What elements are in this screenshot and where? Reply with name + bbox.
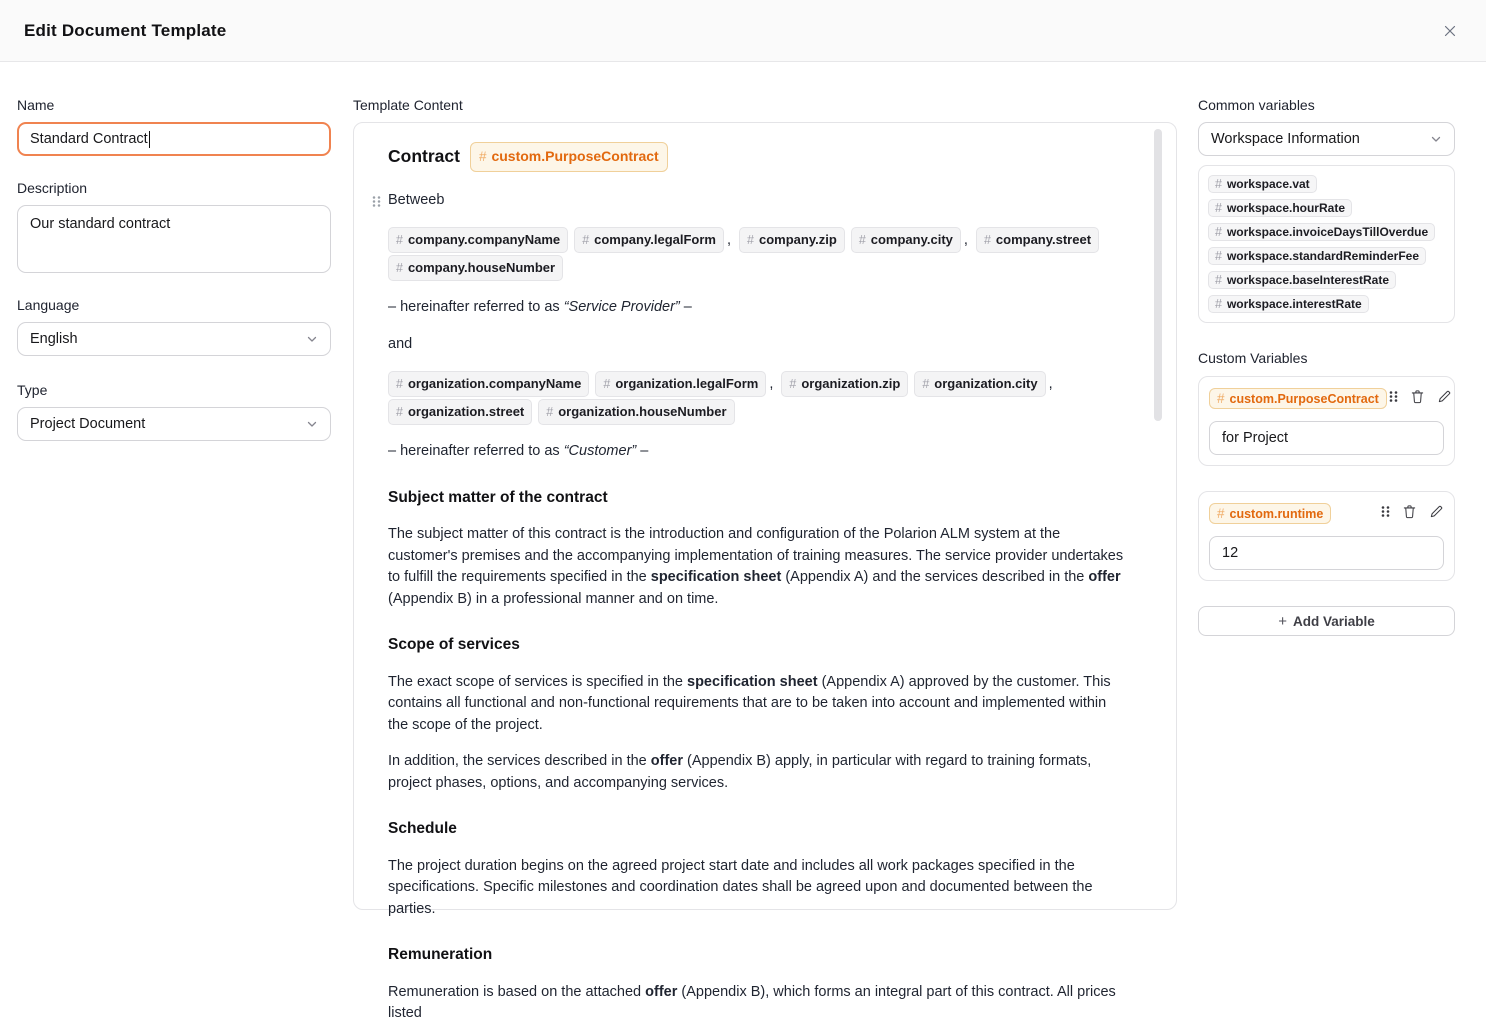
variable-chip-label: custom.runtime	[1229, 506, 1324, 521]
hash-icon: #	[747, 233, 754, 247]
paragraph-text: (Appendix A) approved by the customer. This contains all functional and non-functional requirements that are to be taken into account and implemented within the scope of the project.	[388, 673, 1111, 733]
template-content-label: Template Content	[353, 97, 463, 113]
variable-chip-company-legalform[interactable]	[574, 227, 724, 253]
hash-icon: #	[1215, 297, 1222, 311]
custom-variable-value: for Project	[1222, 430, 1289, 446]
variable-chip-label: custom.PurposeContract	[491, 148, 659, 164]
language-select-value: English	[30, 331, 78, 347]
hash-icon: #	[1215, 249, 1222, 263]
bold-text: specification sheet	[687, 673, 818, 690]
remuneration-paragraph	[388, 982, 1130, 1025]
bold-text: specification sheet	[650, 569, 782, 585]
edit-icon[interactable]	[1437, 389, 1452, 404]
hash-icon: #	[1215, 273, 1222, 287]
variable-chip-label: organization.city	[934, 376, 1038, 391]
variable-chip-label: company.legalForm	[594, 232, 716, 247]
variable-chip-company-zip[interactable]	[739, 227, 845, 253]
paragraph-text: Remuneration is based on the attached	[388, 983, 646, 1000]
variable-chip-organization-city[interactable]	[914, 371, 1045, 397]
variable-chip-organization-zip[interactable]	[781, 371, 908, 397]
hash-icon: #	[983, 233, 991, 247]
type-field-group	[17, 382, 331, 441]
variable-chip-label: workspace.standardReminderFee	[1226, 249, 1420, 263]
variable-chip-workspace-vat[interactable]	[1208, 175, 1317, 193]
company-chips-line	[388, 226, 1130, 282]
subject-paragraph	[388, 524, 1130, 610]
comma-separator: ,	[726, 231, 732, 248]
language-field-group	[17, 297, 331, 356]
variable-chip-custom-runtime[interactable]	[1209, 503, 1331, 524]
hash-icon: #	[582, 233, 590, 247]
comma-separator: ,	[963, 231, 968, 248]
hash-icon: #	[396, 377, 403, 391]
variable-chip-workspace-standardreminderfee[interactable]	[1208, 247, 1426, 265]
hash-icon: #	[478, 149, 487, 164]
hash-icon: #	[858, 233, 866, 247]
paragraph-text: (Appendix B) apply, in particular with regard to training formats, project phases, options, and accompanying services.	[388, 753, 1092, 791]
variable-chip-organization-housenumber[interactable]	[538, 399, 734, 425]
variable-chip-company-housenumber[interactable]	[388, 255, 563, 281]
variable-chip-organization-companyname[interactable]	[388, 371, 589, 397]
variable-chip-label: workspace.invoiceDaysTillOverdue	[1226, 225, 1429, 239]
drag-handle-icon[interactable]	[1389, 390, 1398, 403]
organization-chips-line	[388, 370, 1130, 426]
hash-icon: #	[1217, 506, 1225, 521]
name-field-group	[17, 97, 331, 156]
paragraph-text: (Appendix A) and the services described in the	[781, 569, 1089, 585]
card-actions	[1389, 387, 1452, 404]
variable-chip-organization-legalform[interactable]	[595, 371, 766, 397]
text-caret	[149, 131, 151, 148]
variable-chip-company-companyname[interactable]	[388, 227, 568, 253]
template-editor[interactable]	[353, 122, 1177, 1021]
document-content	[354, 123, 1176, 1025]
editor-scrollbar[interactable]	[1154, 129, 1162, 421]
hash-icon: #	[789, 377, 797, 391]
variable-chip-label: organization.companyName	[407, 376, 582, 391]
variable-chip-label: workspace.baseInterestRate	[1226, 273, 1390, 287]
page-title: Edit Document Template	[24, 20, 227, 40]
close-icon	[1443, 24, 1457, 38]
section-heading-subject: Subject matter of the contract	[388, 488, 608, 506]
variable-chip-label: company.street	[995, 232, 1092, 247]
paragraph-between	[388, 190, 1130, 212]
hash-icon: #	[396, 261, 403, 275]
variable-chip-label: organization.street	[407, 404, 525, 419]
comma-separator: ,	[769, 375, 774, 392]
scope-paragraph-1	[388, 672, 1130, 737]
line-italic: “Customer”	[563, 443, 637, 459]
custom-variable-card-runtime	[1198, 491, 1455, 581]
variable-chip-label: workspace.hourRate	[1226, 201, 1345, 215]
delete-icon[interactable]	[1410, 389, 1425, 404]
variable-chip-organization-street[interactable]	[388, 399, 532, 425]
description-label: Description	[17, 180, 88, 196]
chevron-down-icon	[306, 333, 318, 345]
hash-icon: #	[922, 377, 930, 391]
variable-chip-label: organization.zip	[801, 376, 901, 391]
type-label: Type	[17, 382, 48, 398]
chevron-down-icon	[306, 418, 318, 430]
workspace-variables-box	[1198, 165, 1455, 323]
customer-line	[388, 441, 1130, 463]
variable-chip-label: company.city	[870, 232, 953, 247]
paragraph-text: In addition, the services described in the	[388, 753, 651, 769]
variable-chip-label: organization.houseNumber	[558, 404, 727, 419]
section-heading-scope: Scope of services	[388, 636, 520, 653]
variable-chip-custom-purposecontract[interactable]	[470, 142, 668, 172]
variable-chip-label: workspace.interestRate	[1226, 297, 1362, 311]
line-italic: “Service Provider”	[563, 299, 680, 315]
description-input[interactable]	[17, 205, 331, 273]
section-heading-remuneration: Remuneration	[388, 946, 493, 963]
delete-icon[interactable]	[1402, 504, 1417, 519]
variable-chip-label: company.houseNumber	[407, 260, 556, 275]
custom-variable-value-input[interactable]	[1209, 421, 1444, 455]
variable-chip-workspace-hourrate[interactable]	[1208, 199, 1352, 217]
common-variables-select-value: Workspace Information	[1211, 131, 1360, 147]
doc-title: Contract	[388, 146, 460, 166]
variable-chip-label: custom.PurposeContract	[1229, 391, 1379, 406]
variable-chip-company-city[interactable]	[851, 227, 961, 253]
variables-panel	[1198, 97, 1455, 636]
between-text: Betweeb	[388, 191, 445, 208]
custom-variable-value-input[interactable]	[1209, 536, 1444, 570]
hash-icon: #	[546, 405, 554, 419]
service-provider-line	[388, 297, 1130, 319]
hash-icon: #	[1215, 177, 1222, 191]
paragraph-text: The exact scope of services is specified in the	[388, 673, 688, 690]
plus-icon: +	[1278, 612, 1287, 630]
name-input[interactable]	[17, 122, 331, 156]
edit-icon[interactable]	[1429, 504, 1444, 519]
variable-chip-workspace-invoicedaystilloverdue[interactable]	[1208, 223, 1435, 241]
paragraph-text: (Appendix B) in a professional manner and on time.	[388, 590, 719, 607]
drag-handle-icon[interactable]	[1381, 505, 1390, 518]
hash-icon: #	[1215, 225, 1222, 239]
paragraph-text: (Appendix B), which forms an integral part of this contract. All prices listed	[388, 983, 1116, 1021]
editor-panel	[353, 97, 1177, 1021]
bold-text: offer	[645, 983, 678, 1000]
custom-variable-value: 12	[1222, 545, 1239, 561]
line-suffix: –	[679, 299, 692, 315]
description-input-value: Our standard contract	[30, 216, 171, 232]
description-field-group	[17, 180, 331, 273]
custom-variable-card-header	[1209, 387, 1444, 410]
line-prefix: – hereinafter referred to as	[388, 443, 564, 459]
card-actions	[1381, 502, 1444, 519]
bold-text: offer	[650, 753, 683, 769]
left-panel	[17, 97, 331, 465]
type-select[interactable]	[17, 407, 331, 441]
variable-chip-label: company.companyName	[407, 232, 561, 247]
bold-text: offer	[1088, 569, 1121, 585]
hash-icon: #	[396, 405, 403, 419]
variable-chip-workspace-interestrate[interactable]	[1208, 295, 1369, 313]
doc-title-row	[388, 141, 1130, 173]
variable-chip-custom-purposecontract[interactable]	[1209, 388, 1387, 409]
custom-variables-label: Custom Variables	[1198, 350, 1308, 366]
hash-icon: #	[1215, 201, 1222, 215]
variable-chip-company-street[interactable]	[976, 227, 1099, 253]
schedule-paragraph: The project duration begins on the agreed project start date and includes all work packages specified in the specifications. Specific milestones and coordination dates shall be agreed upon and documented between the parties.	[388, 857, 1093, 917]
paragraph-text: The subject matter of this contract is the introduction and configuration of the Polarion ALM system at the customer's premises and the accompanying implementation of training measures. The service provider undertakes to fulfill the requirements specified in the	[388, 526, 1124, 585]
comma-separator: ,	[1048, 375, 1053, 392]
custom-variable-card-header	[1209, 502, 1444, 525]
language-label: Language	[17, 297, 80, 313]
and-line: and	[388, 335, 413, 352]
variable-chip-label: organization.legalForm	[615, 376, 759, 391]
drag-handle-icon[interactable]	[372, 195, 381, 208]
variable-chip-workspace-baseinterestrate[interactable]	[1208, 271, 1396, 289]
hash-icon: #	[603, 377, 611, 391]
variable-chip-label: workspace.vat	[1226, 177, 1310, 191]
language-select[interactable]	[17, 322, 331, 356]
type-select-value: Project Document	[30, 416, 146, 432]
hash-icon: #	[1217, 391, 1225, 406]
line-prefix: – hereinafter referred to as	[388, 299, 564, 315]
add-variable-label: Add Variable	[1292, 613, 1375, 629]
common-variables-select[interactable]	[1198, 122, 1455, 156]
close-button[interactable]	[1438, 19, 1462, 43]
line-suffix: –	[636, 443, 649, 459]
chevron-down-icon	[1430, 133, 1442, 145]
dialog-header	[0, 0, 1486, 62]
variable-chip-label: company.zip	[759, 232, 837, 247]
hash-icon: #	[396, 233, 403, 247]
section-heading-schedule: Schedule	[388, 820, 457, 837]
name-label: Name	[17, 97, 55, 113]
scope-paragraph-2	[388, 751, 1130, 794]
name-input-value: Standard Contract	[30, 131, 148, 147]
custom-variable-card-purposecontract	[1198, 376, 1455, 466]
common-variables-label: Common variables	[1198, 97, 1315, 113]
add-variable-button[interactable]	[1198, 606, 1455, 636]
